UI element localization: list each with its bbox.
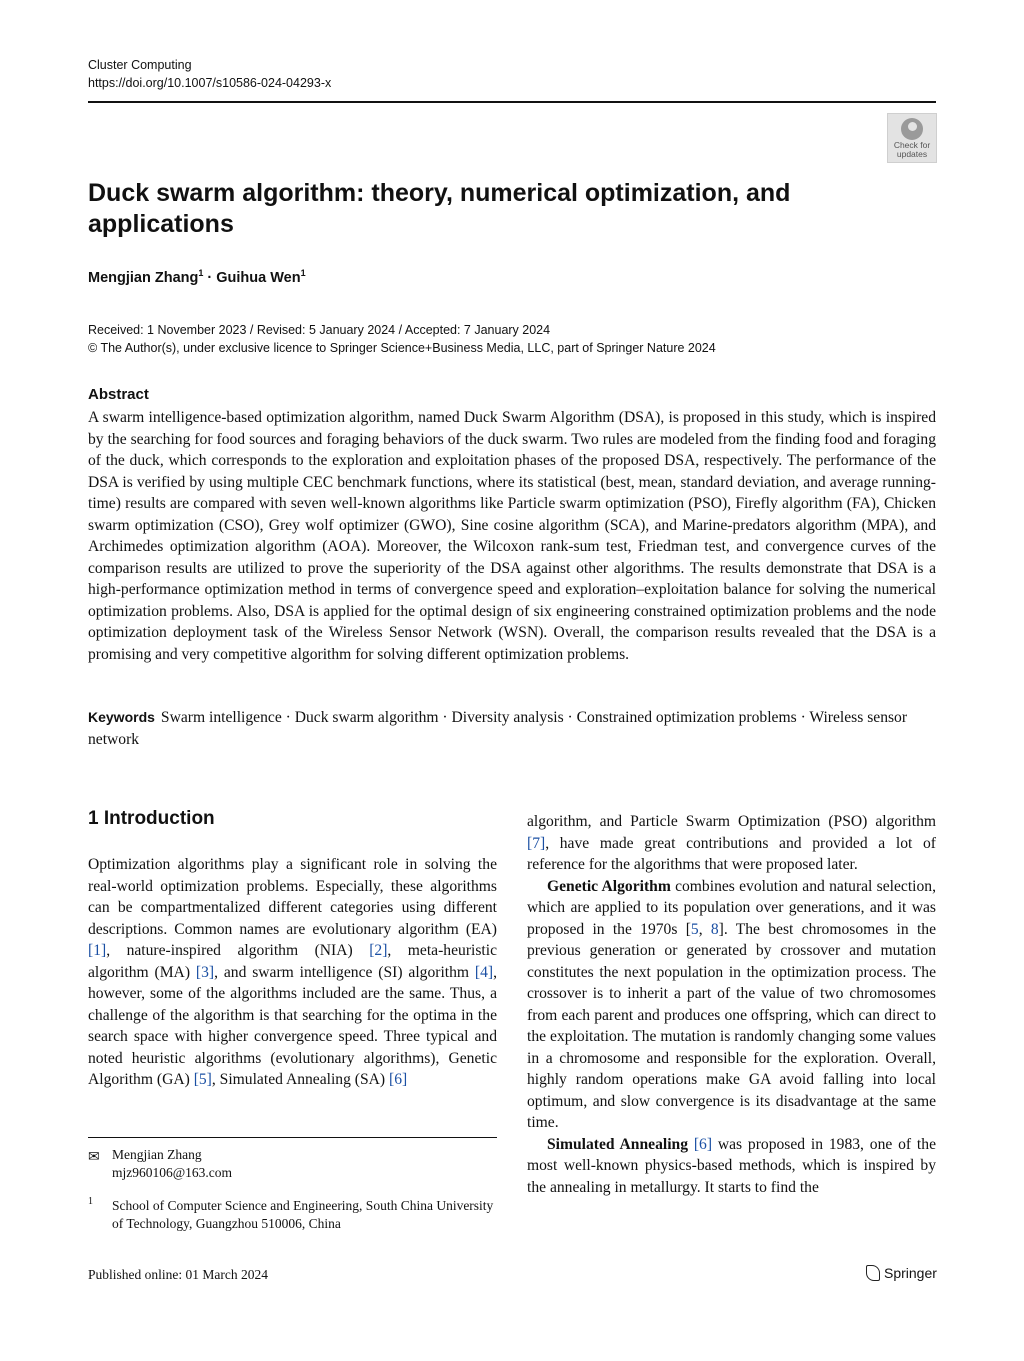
citation-link[interactable]: 5 xyxy=(690,920,699,938)
corresponding-author-email[interactable]: mjz960106@163.com xyxy=(112,1165,233,1180)
affiliation-text: School of Computer Science and Engineering, South China University of Technology, Guangzhou 510006, China xyxy=(112,1198,494,1231)
envelope-icon: ✉ xyxy=(88,1150,100,1165)
body-text: combines evolution and natural selection, which are applied to its population over generations, and it was proposed in the 1970s [ xyxy=(527,877,936,938)
author-list xyxy=(88,268,306,286)
paragraph xyxy=(527,811,936,876)
paper-title: Duck swarm algorithm: theory, numerical optimization, and applications xyxy=(88,179,791,238)
citation-link[interactable]: [3] xyxy=(195,963,215,981)
check-updates-label: Check for updates xyxy=(893,140,931,159)
abstract-text: A swarm intelligence-based optimization algorithm, named Duck Swarm Algorithm (DSA), is proposed in this study, which is inspired by the searching for food sources and foraging behaviors of the duck swarm. Two rules are modeled from the finding food and foraging of the duck, which corresponds to the exploration and exploitation phases of the proposed DSA, respectively. The performance of the DSA is verified by using multiple CEC benchmark functions, where its statistical (best, mean, standard deviation, and average running-time) results are compared with seven well-known algorithms like Particle swarm optimization (PSO), Firefly algorithm (FA), Chicken swarm optimization (CSO), Grey wolf optimizer (GWO), Sine cosine algorithm (SCA), and Marine-predators algorithm (MPA), and Archimedes optimization algorithm (AOA). Moreover, the Wilcoxon rank-sum test, Friedman test, and convergence curves of the comparison results are utilized to prove the superiority of the DSA against other algorithms. The results demonstrate that DSA is a high-performance optimization method in terms of convergence speed and exploration–exploitation balance for solving the numerical optimization problems. Also, DSA is applied for the optimal design of six engineering constrained optimization problems and the node optimization deployment task of the Wireless Sensor Network (WSN). Overall, the comparison results revealed that the DSA is a promising and very competitive algorithm for solving different optimization problems. xyxy=(88,409,936,663)
body-column-left xyxy=(88,854,497,1091)
springer-horse-icon xyxy=(866,1265,880,1281)
corresponding-author xyxy=(112,1146,232,1182)
journal-header xyxy=(88,56,331,92)
copyright-line: © The Author(s), under exclusive licence to Springer Science+Business Media, LLC, part of Springer Nature 2024 xyxy=(88,341,716,355)
body-text: , however, some of the algorithms included are the same. Thus, a challenge of the algorithm is that searching for the optima in the search space with higher convergence speed. Three typical and noted heuristic algorithms (evolutionary algorithms), Genetic Algorithm (GA) xyxy=(88,963,497,1088)
citation-link[interactable]: [6] xyxy=(389,1071,408,1088)
check-updates-icon xyxy=(901,118,923,140)
body-text: , have made great contributions and provided a lot of reference for the algorithms that were proposed later. xyxy=(527,834,936,873)
body-text: , Simulated Annealing (SA) xyxy=(211,1071,390,1088)
abstract-heading: Abstract xyxy=(88,386,149,403)
keywords-label: Keywords xyxy=(88,709,155,725)
body-text: , meta-heuristic algorithm (MA) xyxy=(88,942,497,981)
check-for-updates-badge[interactable] xyxy=(887,113,937,163)
journal-name: Cluster Computing xyxy=(88,58,192,72)
citation-link[interactable]: [2] xyxy=(369,942,388,959)
publisher-logo xyxy=(866,1265,937,1281)
doi-link[interactable]: https://doi.org/10.1007/s10586-024-04293-x xyxy=(88,76,332,90)
author-affil-mark: 1 xyxy=(198,268,204,278)
body-text: was proposed in 1983, one of the most well-known physics-based methods, which is inspired by the annealing in metallurgy. It starts to find the xyxy=(527,1135,936,1196)
citation-link[interactable]: [7] xyxy=(527,834,546,852)
body-text: Optimization algorithms play a significant role in solving the real-world optimization problems. Especially, these algorithms can be compartmentalized different categories using different descriptions. Common names are evolutionary algorithm (EA) xyxy=(88,856,497,938)
body-text: , and swarm intelligence (SI) algorithm xyxy=(214,963,475,981)
corresponding-author-name: Mengjian Zhang xyxy=(112,1147,202,1162)
author-affil-mark: 1 xyxy=(300,268,306,278)
body-text: , nature-inspired algorithm (NIA) xyxy=(106,942,370,959)
history-dates: Received: 1 November 2023 / Revised: 5 January 2024 / Accepted: 7 January 2024 xyxy=(88,323,551,337)
affiliation-number: 1 xyxy=(88,1196,93,1207)
body-column-right xyxy=(527,811,936,1198)
paragraph xyxy=(527,1134,936,1199)
paragraph-lead: Genetic Algorithm xyxy=(547,877,671,895)
keywords-list: Swarm intelligence · Duck swarm algorithm · Diversity analysis · Constrained optimization problems · Wireless sensor network xyxy=(88,709,908,748)
author-name[interactable]: Guihua Wen xyxy=(216,269,301,286)
publisher-name: Springer xyxy=(884,1265,937,1281)
body-text: ]. The best chromosomes in the previous generation or generated by crossover and mutation constitutes the next population in the optimization process. The crossover is to inherit a part of the value of two chromosomes from each parent and produces one offspring, which can direct to the exploitation. The mutation is randomly changing some values in a chromosome and responsible for the exploration. Overall, highly random operations make GA avoid falling into local optimum, and slow convergence is its disadvantage at the same time. xyxy=(527,920,936,1131)
published-online: Published online: 01 March 2024 xyxy=(88,1267,268,1282)
paragraph-lead: Simulated Annealing xyxy=(547,1135,689,1153)
section-heading-introduction: 1 Introduction xyxy=(88,808,215,829)
footnote-rule xyxy=(88,1137,497,1138)
author-separator: · xyxy=(203,269,217,286)
paragraph xyxy=(527,876,936,1134)
citation-link[interactable]: [4] xyxy=(474,963,494,981)
citation-link[interactable]: 8 xyxy=(710,920,719,938)
citation-link[interactable]: [1] xyxy=(88,942,107,959)
citation-link[interactable]: [5] xyxy=(193,1071,212,1088)
keywords-block xyxy=(88,707,936,750)
author-name[interactable]: Mengjian Zhang xyxy=(88,269,199,286)
article-history xyxy=(88,321,716,357)
body-text: , xyxy=(698,920,711,938)
body-text: algorithm, and Particle Swarm Optimization (PSO) algorithm xyxy=(527,813,936,830)
header-rule xyxy=(88,101,936,103)
citation-link[interactable]: [6] xyxy=(693,1135,713,1153)
